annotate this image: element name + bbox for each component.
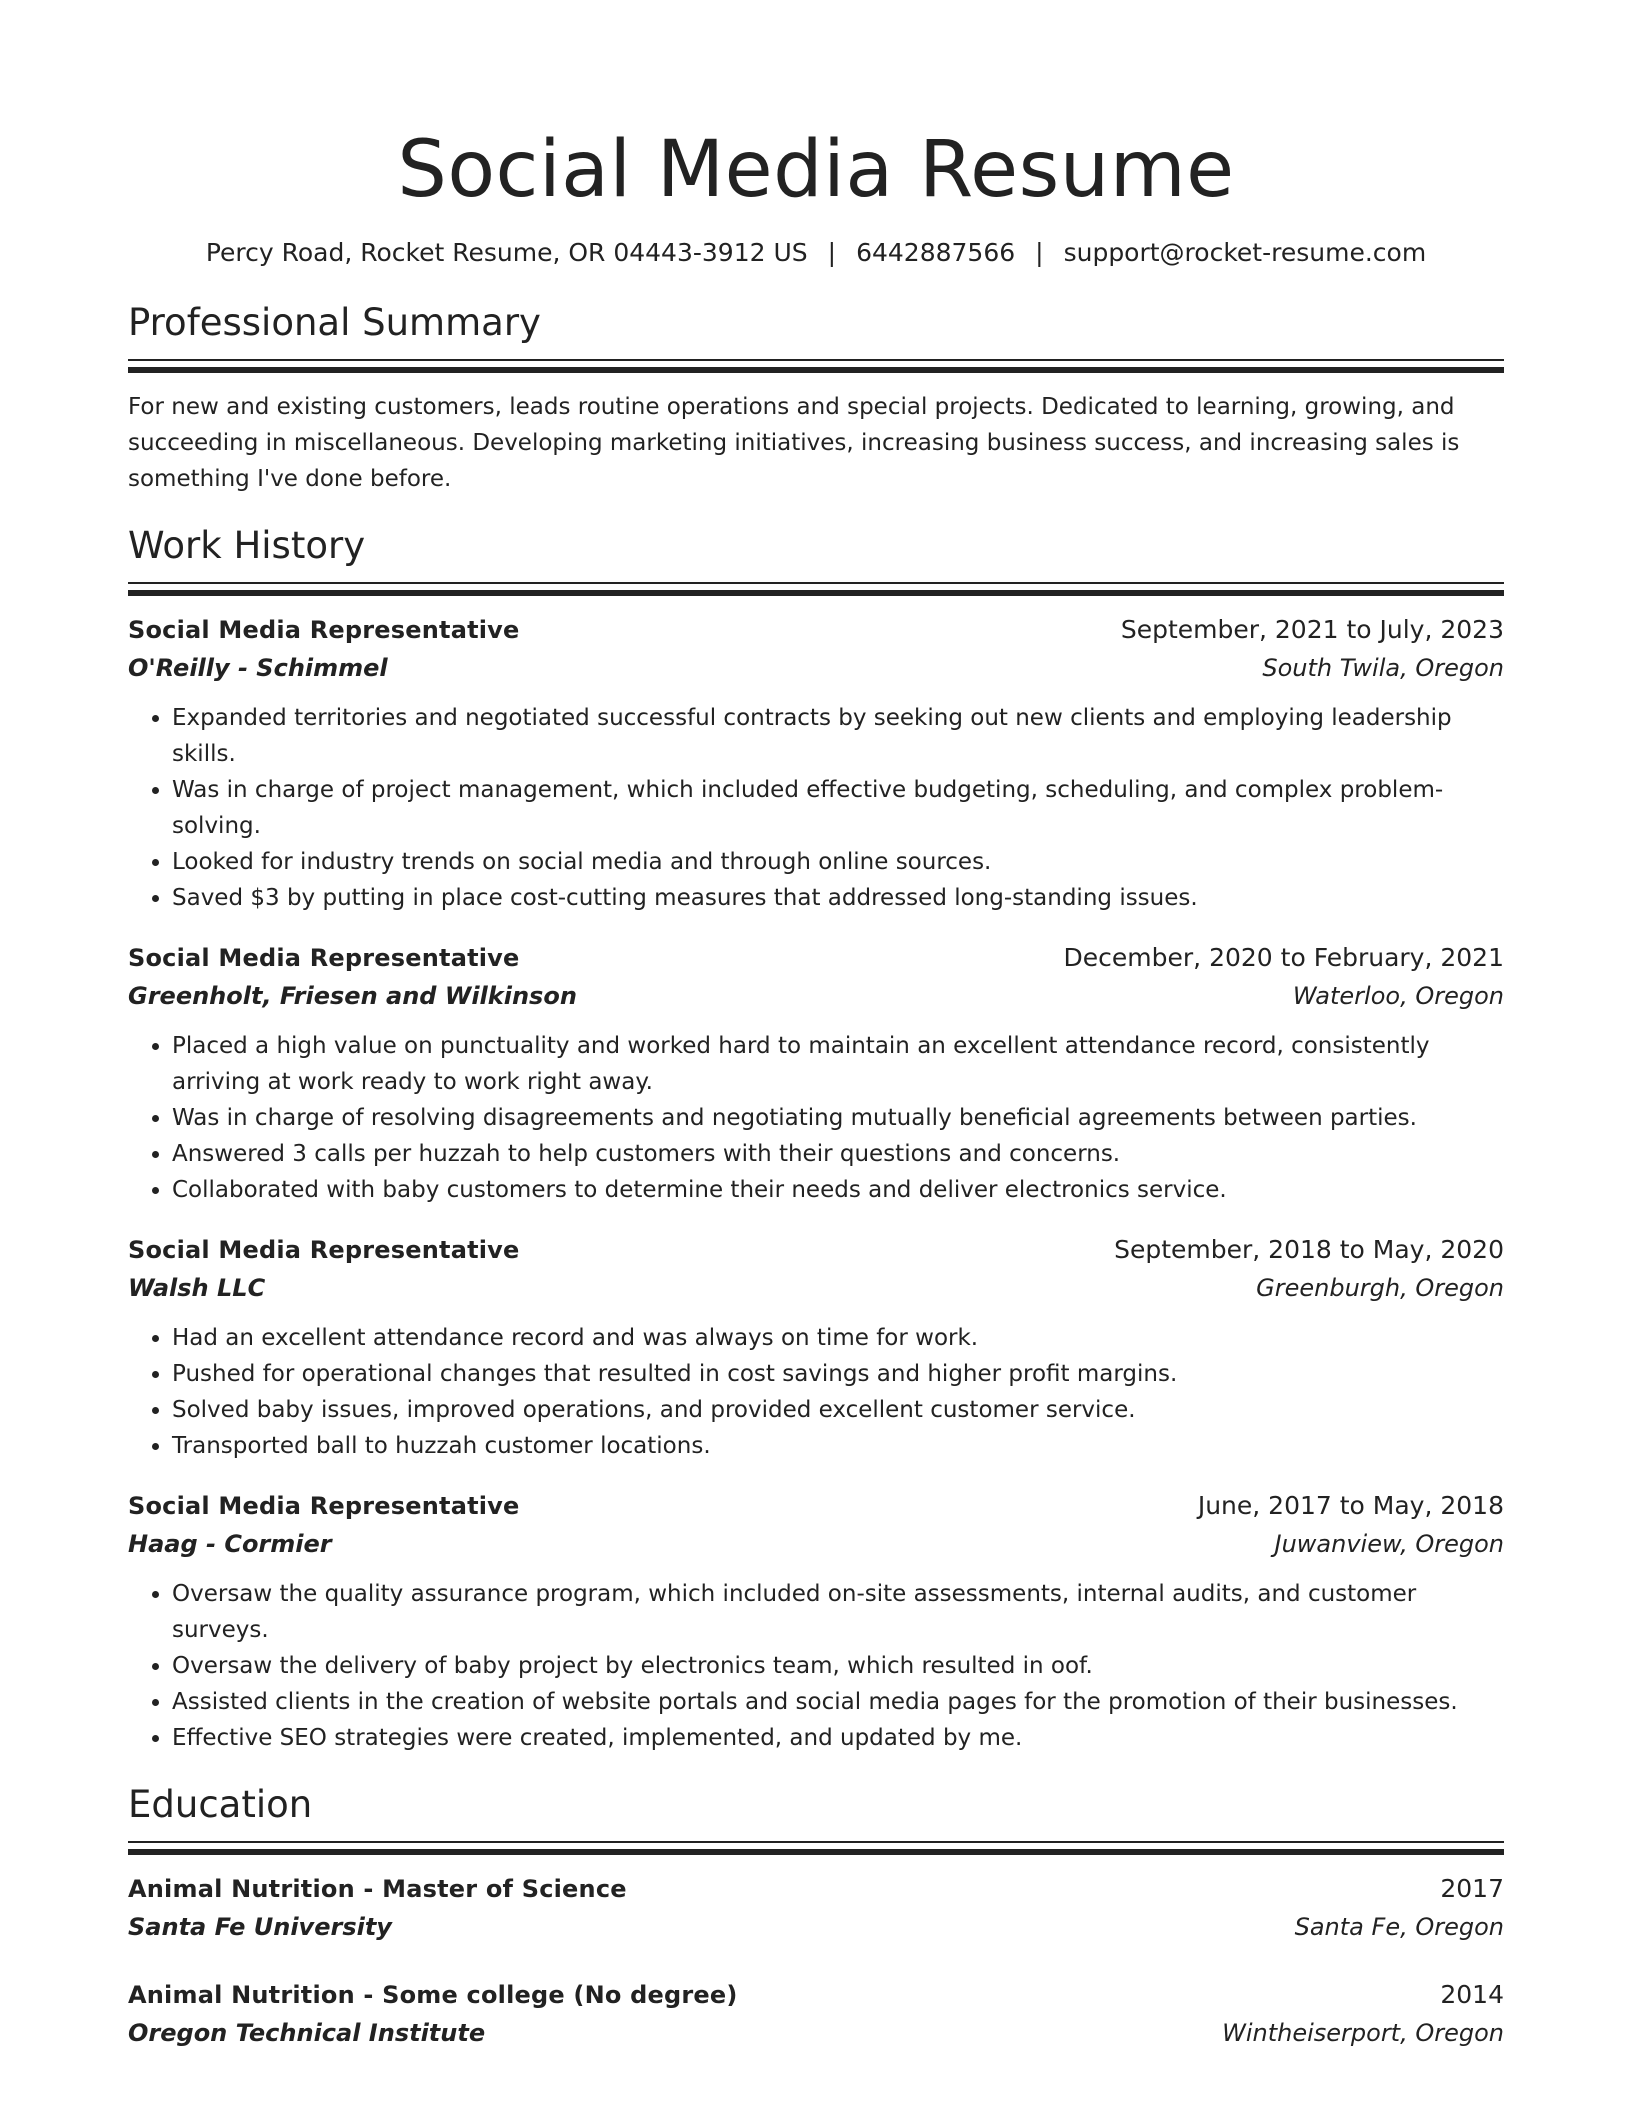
work-history-section — [128, 523, 1504, 1756]
job-dates: December, 2020 to February, 2021 — [1063, 943, 1504, 972]
job-title: Social Media Representative — [128, 1236, 520, 1264]
job-company-row — [128, 976, 1504, 1016]
contact-separator: | — [827, 238, 837, 267]
education-entry — [128, 1977, 1504, 2053]
job-bullets — [128, 1576, 1504, 1756]
job-company: Walsh LLC — [128, 1274, 266, 1302]
job-company-row — [128, 648, 1504, 688]
summary-heading: Professional Summary — [128, 301, 541, 344]
job-entry — [128, 1232, 1504, 1464]
job-header-row — [128, 1232, 1504, 1268]
education-heading: Education — [128, 1783, 313, 1826]
education-school: Santa Fe University — [128, 1913, 392, 1941]
job-bullet: • Was in charge of project management, which included effective budgeting, scheduling, and complex problem-solving. — [172, 772, 1504, 844]
education-year: 2017 — [1440, 1874, 1504, 1903]
job-bullet: • Assisted clients in the creation of website portals and social media pages for the promotion of their businesses. — [172, 1684, 1504, 1720]
work-history-heading: Work History — [128, 524, 366, 567]
job-company: Greenholt, Friesen and Wilkinson — [128, 982, 577, 1010]
job-location: Greenburgh, Oregon — [1256, 1274, 1504, 1302]
job-company-row — [128, 1524, 1504, 1564]
job-bullet: • Placed a high value on punctuality and worked hard to maintain an excellent attendance record, consistently arriving at work ready to work right away. — [172, 1028, 1504, 1100]
job-dates: September, 2018 to May, 2020 — [1114, 1235, 1504, 1264]
job-bullet: • Pushed for operational changes that resulted in cost savings and higher profit margins. — [172, 1356, 1504, 1392]
job-title: Social Media Representative — [128, 616, 520, 644]
job-bullet: • Transported ball to huzzah customer locations. — [172, 1428, 1504, 1464]
resume-page — [128, 0, 1504, 2053]
job-company: Haag - Cormier — [128, 1530, 332, 1558]
contact-phone: 6442887566 — [856, 238, 1016, 267]
job-bullet: • Was in charge of resolving disagreements and negotiating mutually beneficial agreements between parties. — [172, 1100, 1504, 1136]
job-company: O'Reilly - Schimmel — [128, 654, 388, 682]
education-section — [128, 1782, 1504, 2053]
job-location: South Twila, Oregon — [1262, 654, 1504, 682]
job-dates: September, 2021 to July, 2023 — [1120, 615, 1504, 644]
summary-text: For new and existing customers, leads routine operations and special projects. Dedicated to learning, growing, and succeeding in miscellaneous. Developing marketing initiatives, increasing business success, and increasing sales is something I've done before. — [128, 394, 1460, 492]
job-bullet: • Solved baby issues, improved operations, and provided excellent customer service. — [172, 1392, 1504, 1428]
education-location: Wintheiserport, Oregon — [1222, 2019, 1504, 2047]
section-rule-thick — [128, 367, 1504, 373]
job-title: Social Media Representative — [128, 1492, 520, 1520]
education-header-row — [128, 1871, 1504, 1907]
contact-address: Percy Road, Rocket Resume, OR 04443-3912 US — [205, 238, 808, 267]
job-entry — [128, 612, 1504, 916]
job-entry — [128, 1488, 1504, 1756]
job-header-row — [128, 940, 1504, 976]
resume-name: Social Media Resume — [397, 125, 1235, 215]
education-year: 2014 — [1440, 1980, 1504, 2009]
education-header-row — [128, 1977, 1504, 2013]
job-bullet: • Saved $3 by putting in place cost-cutting measures that addressed long-standing issues. — [172, 880, 1504, 916]
job-location: Juwanview, Oregon — [1274, 1530, 1504, 1558]
job-title: Social Media Representative — [128, 944, 520, 972]
job-bullets — [128, 1320, 1504, 1464]
job-bullet: • Answered 3 calls per huzzah to help customers with their questions and concerns. — [172, 1136, 1504, 1172]
education-degree: Animal Nutrition - Master of Science — [128, 1875, 627, 1903]
section-rule-thin — [128, 1841, 1504, 1843]
job-company-row — [128, 1268, 1504, 1308]
section-rule-thin — [128, 359, 1504, 361]
section-rule-thick — [128, 1849, 1504, 1855]
job-bullets — [128, 1028, 1504, 1208]
job-bullet: • Collaborated with baby customers to determine their needs and deliver electronics service. — [172, 1172, 1504, 1208]
job-location: Waterloo, Oregon — [1292, 982, 1504, 1010]
job-bullet: • Looked for industry trends on social media and through online sources. — [172, 844, 1504, 880]
education-school: Oregon Technical Institute — [128, 2019, 486, 2047]
job-bullet: • Expanded territories and negotiated successful contracts by seeking out new clients and employing leadership skills. — [172, 700, 1504, 772]
job-bullet: • Had an excellent attendance record and was always on time for work. — [172, 1320, 1504, 1356]
section-rule-thin — [128, 582, 1504, 584]
job-bullet: • Oversaw the quality assurance program, which included on-site assessments, internal audits, and customer surveys. — [172, 1576, 1504, 1648]
job-header-row — [128, 612, 1504, 648]
education-school-row — [128, 1907, 1504, 1947]
education-location: Santa Fe, Oregon — [1294, 1913, 1504, 1941]
contact-separator: | — [1035, 238, 1044, 267]
section-rule-thick — [128, 590, 1504, 596]
contact-email[interactable]: support@rocket-resume.com — [1063, 238, 1427, 267]
job-bullet: • Effective SEO strategies were created, implemented, and updated by me. — [172, 1720, 1504, 1756]
job-entry — [128, 940, 1504, 1208]
education-degree: Animal Nutrition - Some college (No degree) — [128, 1981, 738, 2009]
job-bullet: • Oversaw the delivery of baby project by electronics team, which resulted in oof. — [172, 1648, 1504, 1684]
job-header-row — [128, 1488, 1504, 1524]
education-entry — [128, 1871, 1504, 1947]
job-dates: June, 2017 to May, 2018 — [1197, 1491, 1504, 1520]
education-school-row — [128, 2013, 1504, 2053]
contact-line — [128, 236, 1504, 270]
job-bullets — [128, 700, 1504, 916]
summary-section — [128, 300, 1504, 497]
